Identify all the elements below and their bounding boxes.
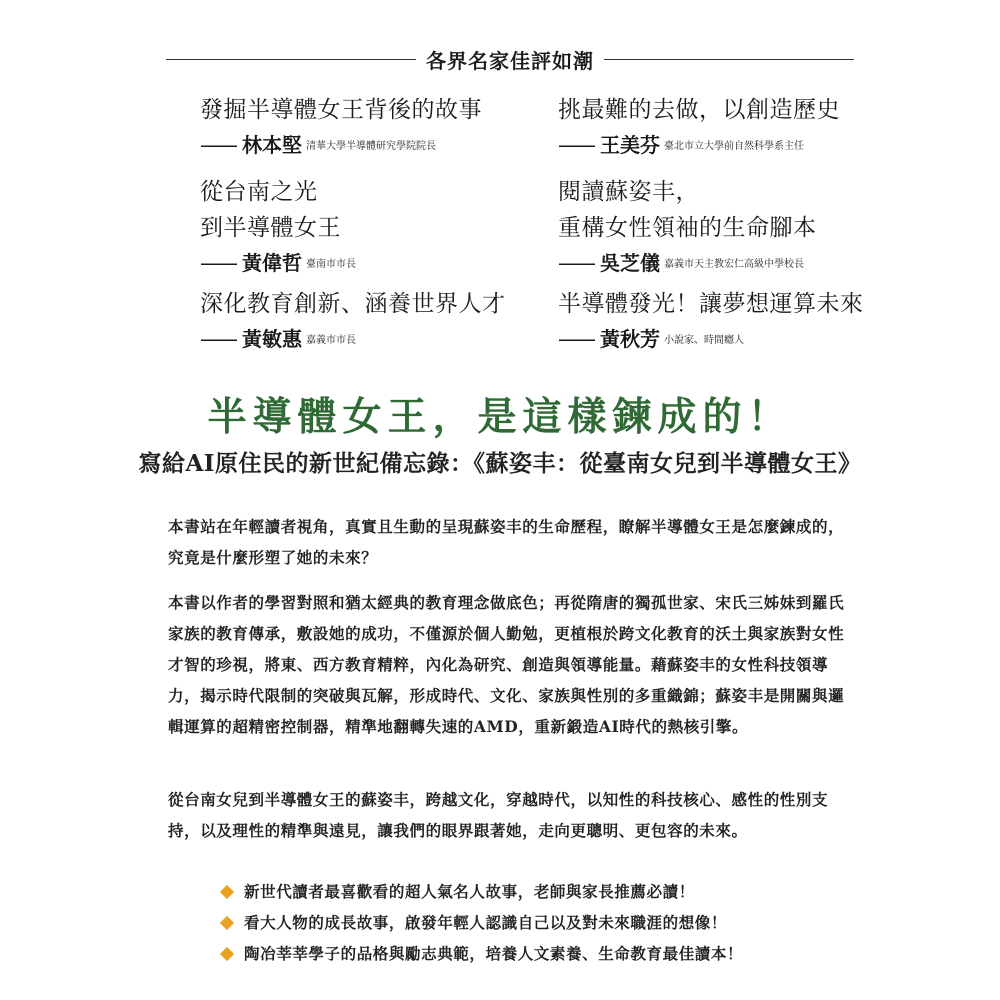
endorsement-4 [558, 174, 888, 280]
endorser-name: 吳芝儀 [600, 251, 660, 275]
endorsement-attribution [558, 130, 888, 162]
attribution-dash: —— [200, 327, 236, 351]
diamond-bullet-icon [220, 884, 234, 898]
attribution-dash: —— [558, 251, 594, 275]
diamond-bullet-icon [220, 915, 234, 929]
section-title: 各界名家佳評如潮 [426, 48, 594, 73]
attribution-dash: —— [558, 327, 594, 351]
highlights-list [218, 876, 858, 969]
diamond-bullet-icon [220, 946, 234, 960]
list-item [218, 876, 858, 907]
endorser-name: 王美芬 [600, 133, 660, 157]
header-rule-right [604, 59, 854, 60]
endorsement-attribution [558, 324, 888, 356]
endorsement-5 [200, 286, 530, 356]
endorser-name: 林本堅 [242, 133, 302, 157]
closing-paragraph: 從台南女兒到半導體女王的蘇姿丰，跨越文化，穿越時代，以知性的科技核心、感性的性別支持，以及理性的精準與遠見，讓我們的眼界跟著她，走向更聰明、更包容的未來。 [168, 790, 829, 840]
section-header [166, 44, 854, 74]
endorsement-quote-line-1: 從台南之光 [200, 179, 318, 205]
endorsement-attribution [558, 248, 888, 280]
endorser-role: 嘉義市天主教宏仁高級中學校長 [664, 258, 804, 270]
endorsement-3 [200, 174, 530, 280]
endorser-name: 黃偉哲 [242, 251, 302, 275]
endorsement-quote-line-2: 重構女性領袖的生命腳本 [558, 215, 817, 241]
endorsement-attribution [200, 324, 530, 356]
endorser-name: 黃敏惠 [242, 327, 302, 351]
endorsement-quote: 挑最難的去做，以創造歷史 [558, 97, 840, 123]
endorsement-attribution [200, 248, 530, 280]
list-item [218, 907, 858, 938]
intro-paragraph: 本書站在年輕讀者視角，真實且生動的呈現蘇姿丰的生命歷程，瞭解半導體女王是怎麼鍊成的，究竟是什麼形塑了她的未來？ [168, 518, 845, 567]
attribution-dash: —— [200, 251, 236, 275]
endorsement-quote: 半導體發光！讓夢想運算未來 [558, 291, 864, 317]
endorsement-quote-line-2: 到半導體女王 [200, 215, 341, 241]
list-item-text: 看大人物的成長故事，啟發年輕人認識自己以及對未來職涯的想像！ [244, 913, 728, 932]
list-item-text: 新世代讀者最喜歡看的超人氣名人故事，老師與家長推薦必讀！ [244, 882, 695, 901]
list-item [218, 938, 858, 969]
endorsement-attribution [200, 130, 530, 162]
endorser-role: 嘉義市市長 [306, 334, 356, 346]
endorsement-6 [558, 286, 888, 356]
body-paragraph: 本書以作者的學習對照和猶太經典的教育理念做底色；再從隋唐的獨孤世家、宋氏三姊妹到羅氏家族的教育傳承，敷設她的成功，不僅源於個人勤勉，更植根於跨文化教育的沃土與家族對女性才智的珍視，將東、西方教育精粹，內化為研究、創造與領導能量。藉蘇姿丰的女性科技領導力，揭示時代限制的突破與瓦解，形成時代、文化、家族與性別的多重織錦；蘇姿丰是開關與邏輯運算的超精密控制器，精準地翻轉失速的AMD，重新鍛造AI時代的熱核引擎。 [168, 593, 845, 736]
endorsement-quote: 深化教育創新、涵養世界人才 [200, 291, 506, 317]
endorsement-quote: 發掘半導體女王背後的故事 [200, 97, 482, 123]
attribution-dash: —— [200, 133, 236, 157]
endorsement-quote-line-1: 閱讀蘇姿丰， [558, 179, 699, 205]
endorser-name: 黃秋芳 [600, 327, 660, 351]
subheadline: 寫給AI原住民的新世紀備忘錄：《蘇姿丰：從臺南女兒到半導體女王》 [138, 450, 862, 477]
header-rule-left [166, 59, 416, 60]
endorsement-1 [200, 92, 530, 162]
list-item-text: 陶冶莘莘學子的品格與勵志典範，培養人文素養、生命教育最佳讀本！ [244, 944, 744, 963]
endorsement-2 [558, 92, 888, 162]
endorser-role: 清華大學半導體研究學院院長 [306, 140, 436, 152]
endorser-role: 臺南市市長 [306, 258, 356, 270]
attribution-dash: —— [558, 133, 594, 157]
endorser-role: 臺北市立大學前自然科學系主任 [664, 140, 804, 152]
headline: 半導體女王，是這樣鍊成的！ [207, 394, 793, 440]
endorser-role: 小說家、時間癮人 [664, 334, 744, 346]
